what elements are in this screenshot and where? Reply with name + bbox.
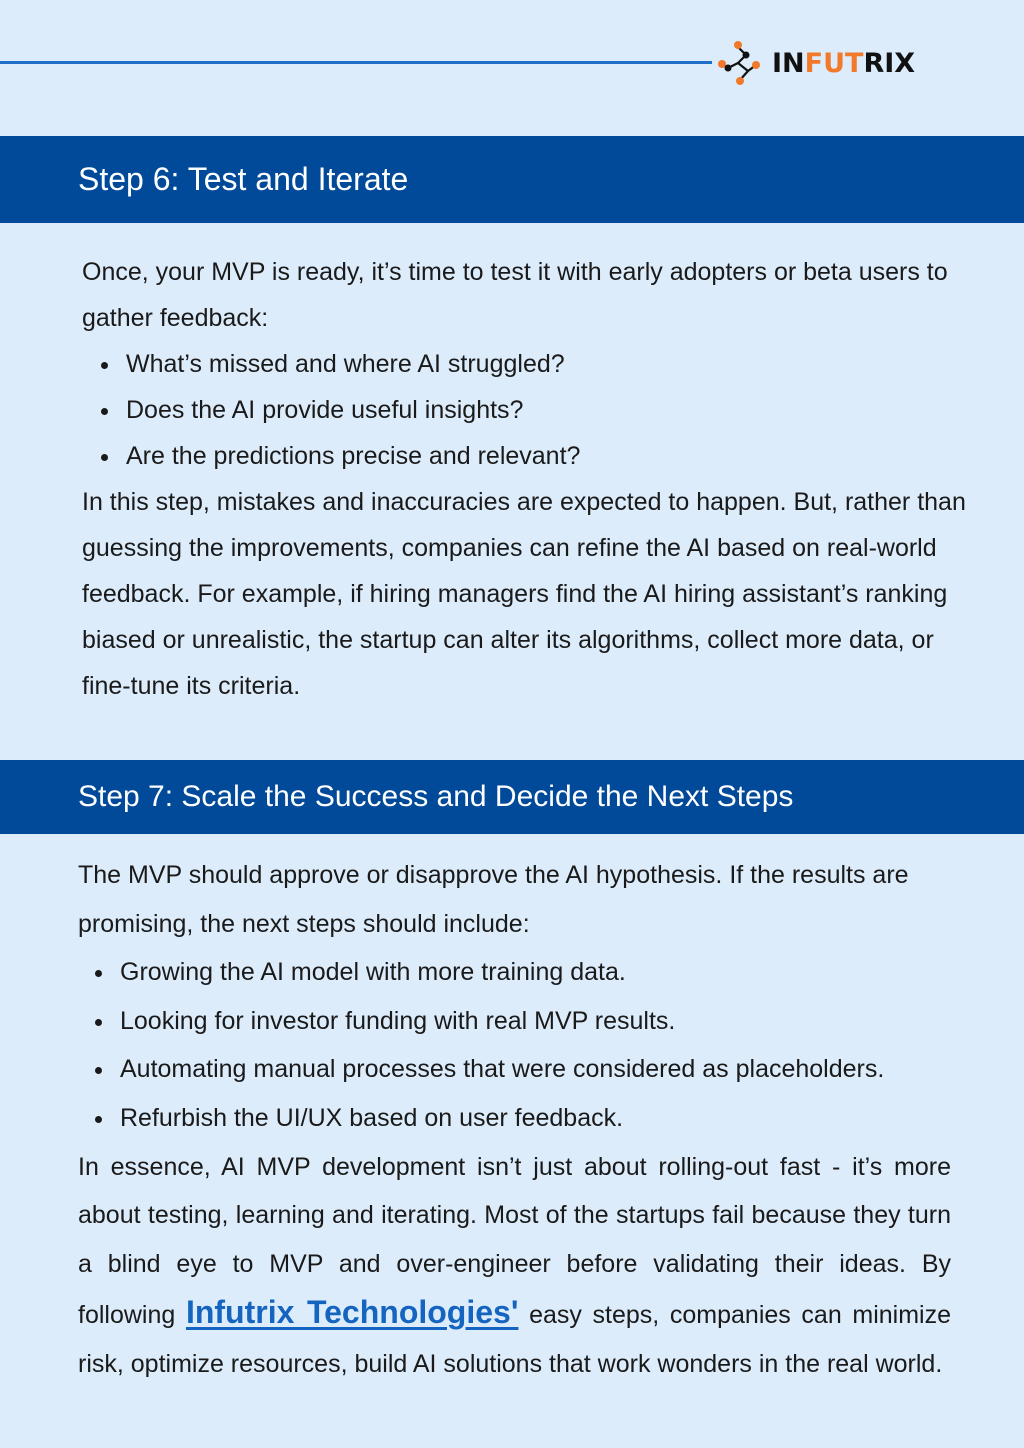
infutrix-logo[interactable]	[716, 38, 915, 88]
step6-section	[82, 249, 972, 709]
list-item: What’s missed and where AI struggled?	[82, 341, 972, 387]
step7-title: Step 7: Scale the Success and Decide the Next Steps	[78, 780, 794, 813]
step6-title: Step 6: Test and Iterate	[78, 161, 409, 197]
list-item: Are the predictions precise and relevant?	[82, 433, 972, 479]
infutrix-technologies-link[interactable]: Infutrix Technologies'	[185, 1294, 519, 1331]
step7-bullet-list	[78, 948, 951, 1142]
step6-intro: Once, your MVP is ready, it’s time to test it with early adopters or beta users to gather feedback:	[82, 258, 948, 332]
step7-section	[78, 851, 951, 1389]
infutrix-network-icon	[716, 38, 766, 88]
step7-body	[78, 1143, 951, 1389]
logo-wordmark: INFUTRIX	[772, 47, 916, 79]
step7-body-text-end: easy steps, companies can minimize risk, optimize resources, build AI solutions that work wonders in the real world.	[78, 1301, 952, 1378]
list-item: Automating manual processes that were considered as placeholders.	[78, 1045, 951, 1094]
header-rule	[0, 61, 712, 64]
step6-banner	[0, 136, 1024, 223]
list-item: Does the AI provide useful insights?	[82, 387, 972, 433]
list-item: Refurbish the UI/UX based on user feedback.	[78, 1094, 951, 1143]
step7-banner	[0, 760, 1024, 834]
step6-body: In this step, mistakes and inaccuracies are expected to happen. But, rather than guessing the improvements, companies can refine the AI based on real-world feedback. For example, if hiring managers find the AI hiring assistant’s ranking biased or unrealistic, the startup can alter its algorithms, collect more data, or fine-tune its criteria.	[82, 488, 966, 700]
step6-bullet-list	[82, 341, 972, 479]
step7-intro: The MVP should approve or disapprove the AI hypothesis. If the results are promising, the next steps should include:	[78, 861, 909, 938]
list-item: Looking for investor funding with real MVP results.	[78, 997, 951, 1046]
list-item: Growing the AI model with more training data.	[78, 948, 951, 997]
step7-body-text: In essence, AI MVP development isn’t just about rolling-out fast - it’s more about testing, learning and iterating. Most of the startups fail because they turn a blind eye to MVP and over-engineer before validating their ideas. By following	[78, 1152, 951, 1330]
